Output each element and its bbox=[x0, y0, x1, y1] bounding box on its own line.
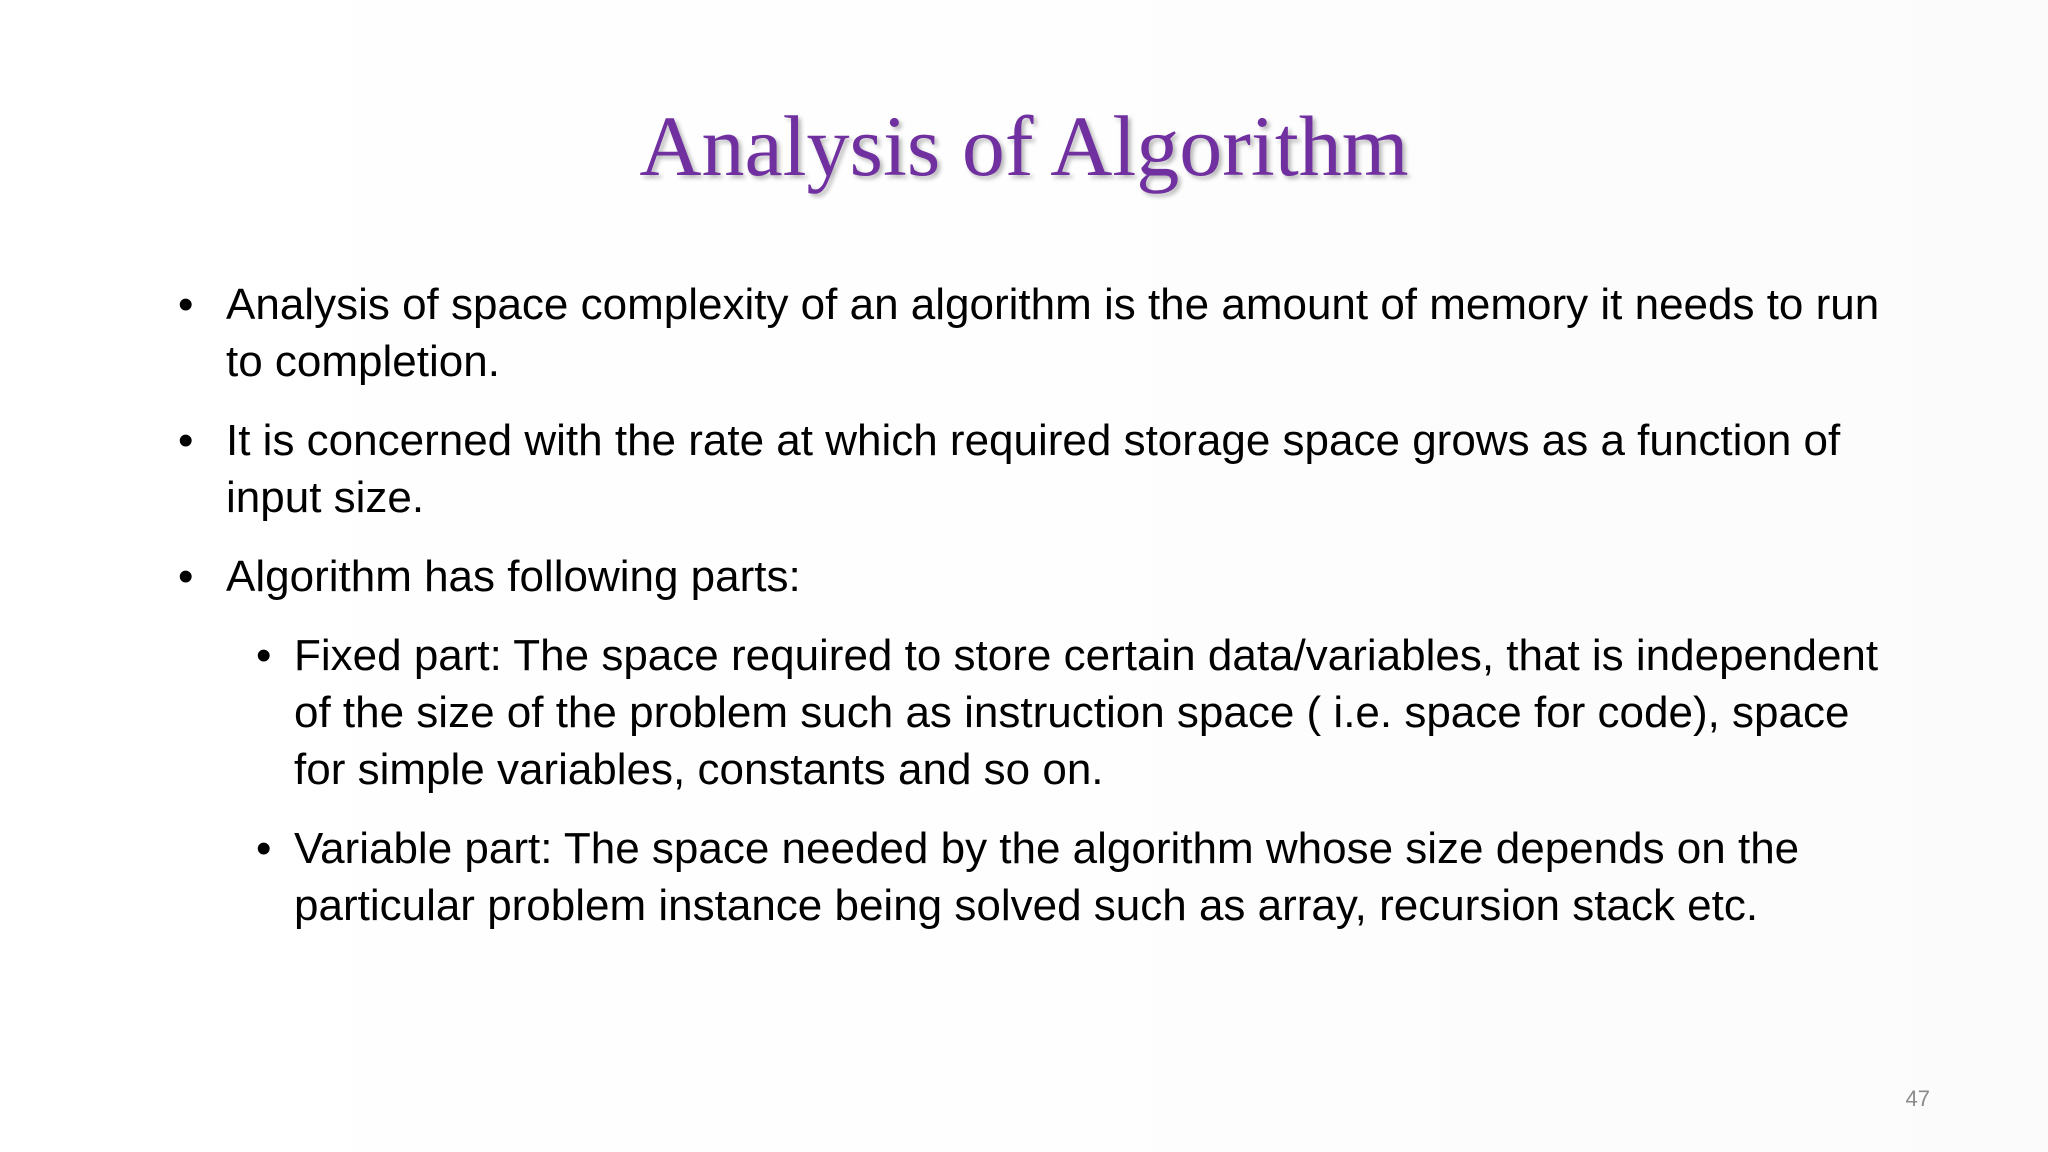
sub-bullet-text: Variable part: The space needed by the algorithm whose size depends on the particular problem instance being solved such as array, recursion stack etc. bbox=[294, 824, 1800, 930]
bullet-text: Analysis of space complexity of an algorithm is the amount of memory it needs to run to completion. bbox=[226, 280, 1880, 386]
sub-bullet-text: Fixed part: The space required to store certain data/variables, that is independent of the size of the problem such as instruction space ( i.e. space for code), space for simple variables, constants and so on. bbox=[294, 631, 1879, 794]
sub-bullet-item bbox=[256, 820, 1884, 934]
bullet-item bbox=[178, 276, 1886, 390]
bullet-text: It is concerned with the rate at which required storage space grows as a function of input size. bbox=[226, 416, 1841, 522]
bullet-icon: • bbox=[256, 631, 272, 680]
page-number: 47 bbox=[1905, 1086, 1930, 1111]
bullet-item bbox=[178, 412, 1886, 526]
sub-bullet-item bbox=[256, 627, 1884, 798]
slide-content bbox=[0, 276, 2048, 956]
bullet-icon: • bbox=[178, 416, 194, 465]
bullet-text: Algorithm has following parts: bbox=[226, 552, 801, 601]
bullet-item bbox=[178, 548, 1886, 605]
bullet-icon: • bbox=[178, 552, 194, 601]
bullet-icon: • bbox=[178, 280, 194, 329]
slide-title: Analysis of Algorithm bbox=[639, 98, 1409, 194]
bullet-icon: • bbox=[256, 824, 272, 873]
